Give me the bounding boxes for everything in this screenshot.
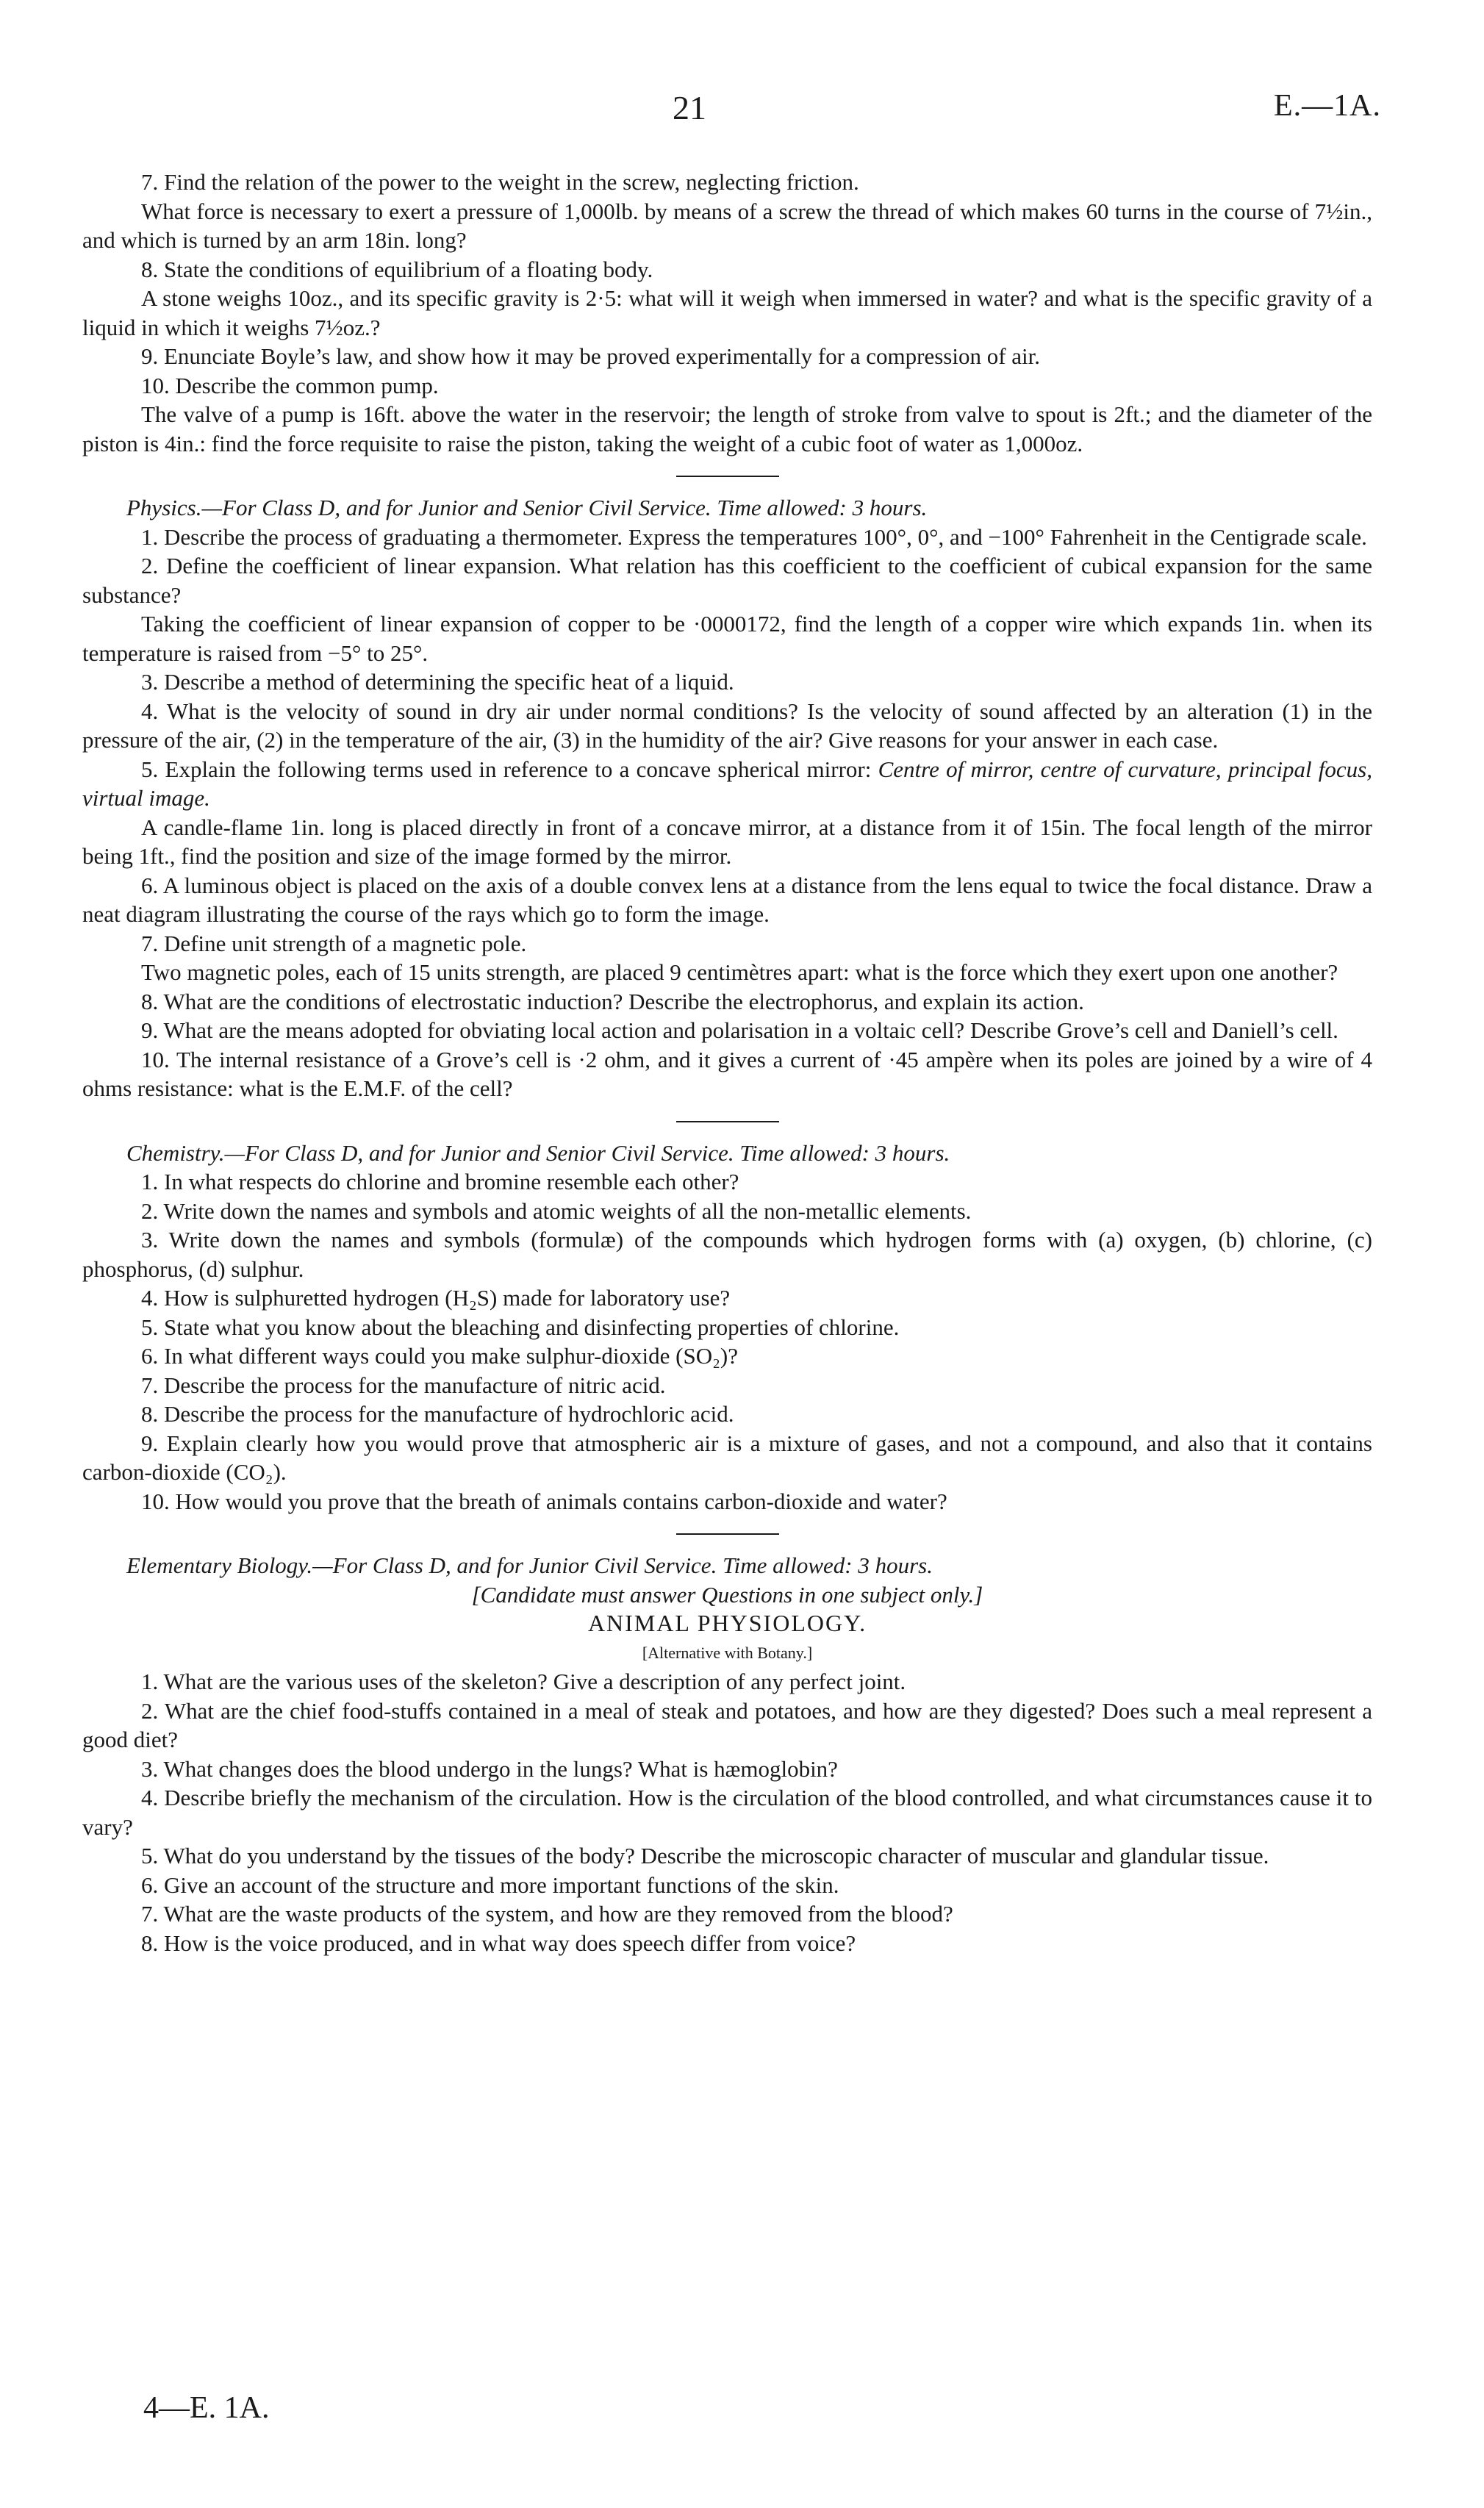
paragraph: 1. Describe the process of graduating a thermometer. Express the temperatures 100°, 0°, and −100° Fahrenheit in the Centigrade scale. [141,523,1367,550]
paragraph: 6. In what different ways could you make sulphur-dioxide (SO₂)? [141,1343,738,1369]
alternative-note: [Alternative with Botany.] [642,1643,813,1662]
paragraph: 8. Describe the process for the manufacture of hydrochloric acid. [141,1401,734,1427]
paragraph [82,755,1372,813]
paragraph: 4. Describe briefly the mechanism of the circulation. How is the circulation of the blood controlled, and what circumstances cause it to vary? [82,1785,1372,1840]
paragraph: 6. Give an account of the structure and more important functions of the skin. [141,1871,839,1898]
section-heading: Physics.—For Class D, and for Junior and Senior Civil Service. Time allowed: 3 hours. [126,495,928,520]
section-chemistry [82,1139,1372,1516]
paragraph: 9. Explain clearly how you would prove that atmospheric air is a mixture of gases, and not a compound, and also that it contains carbon-dioxide (CO₂). [82,1430,1372,1485]
paragraph: 2. Define the coefficient of linear expansion. What relation has this coefficient to the coefficient of cubical expansion for the same substance? [82,553,1372,608]
paragraph: A candle-flame 1in. long is placed directly in front of a concave mirror, at a distance from it of 15in. The focal length of the mirror being 1ft., find the position and size of the image formed by the mirror. [82,814,1372,869]
paragraph: 1. In what respects do chlorine and bromine resemble each other? [141,1169,739,1194]
subject-title: ANIMAL PHYSIOLOGY. [587,1610,867,1636]
section-divider [676,1121,779,1122]
paragraph: 4. What is the velocity of sound in dry air under normal conditions? Is the velocity of sound affected by an alteration (1) in the pressure of the air, (2) in the temperature of the air, (3) in the humidity of the air? Give reasons for your answer in each case. [82,698,1372,753]
paragraph: 7. Describe the process for the manufacture of nitric acid. [141,1372,666,1398]
page-body [82,168,1372,1957]
page-header [0,88,1484,140]
section-heading: Elementary Biology.—For Class D, and for Junior Civil Service. Time allowed: 3 hours. [126,1552,933,1578]
paragraph: 6. A luminous object is placed on the axis of a double convex lens at a distance from the lens equal to twice the focal distance. Draw a neat diagram illustrating the course of the rays which go to form the image. [82,872,1372,927]
candidate-note: [Candidate must answer Questions in one subject only.] [471,1581,983,1608]
paragraph: 10. Describe the common pump. [141,372,439,398]
paragraph: 1. What are the various uses of the skeleton? Give a description of any perfect joint. [141,1669,906,1694]
paragraph: 8. State the conditions of equilibrium of a floating body. [141,256,653,282]
section-heading: Chemistry.—For Class D, and for Junior and Senior Civil Service. Time allowed: 3 hours. [126,1139,950,1166]
section-biology [82,1551,1372,1957]
section-physics [82,493,1372,1103]
section-divider [676,476,779,477]
question-text: 5. Explain the following terms used in reference to a concave spherical mirror: [141,756,872,782]
section-mechanics [82,168,1372,458]
paragraph: Taking the coefficient of linear expansion of copper to be ·0000172, find the length of a copper wire which expands 1in. when its temperature is raised from −5° to 25°. [82,611,1372,666]
paragraph: 4. How is sulphuretted hydrogen (H₂S) made for laboratory use? [141,1285,731,1311]
paragraph: 3. What changes does the blood undergo in the lungs? What is hæmoglobin? [141,1755,838,1782]
paragraph: 5. State what you know about the bleaching and disinfecting properties of chlorine. [141,1314,900,1340]
paragraph: 10. How would you prove that the breath of animals contains carbon-dioxide and water? [141,1488,947,1514]
paragraph: 9. What are the means adopted for obviating local action and polarisation in a voltaic cell? Describe Grove’s cell and Daniell’s cell. [141,1017,1338,1043]
paragraph: 8. How is the voice produced, and in what way does speech differ from voice? [141,1930,856,1956]
paragraph: 8. What are the conditions of electrostatic induction? Describe the electrophorus, and explain its action. [141,988,1084,1014]
paragraph: 2. What are the chief food-stuffs contained in a meal of steak and potatoes, and how are they digested? Does such a meal represent a good diet? [82,1697,1372,1752]
paragraph: Two magnetic poles, each of 15 units strength, are placed 9 centimètres apart: what is the force which they exert upon one another? [141,959,1338,985]
paragraph: 3. Write down the names and symbols (formulæ) of the compounds which hydrogen forms with (a) oxygen, (b) chlorine, (c) phosphorus, (d) sulphur. [82,1227,1372,1282]
paragraph: A stone weighs 10oz., and its specific gravity is 2·5: what will it weigh when immersed in water? and what is the specific gravity of a liquid in which it weighs 7½oz.? [82,285,1372,340]
paragraph: 9. Enunciate Boyle’s law, and show how it may be proved experimentally for a compression of air. [141,343,1041,369]
paragraph: 10. The internal resistance of a Grove’s cell is ·2 ohm, and it gives a current of ·45 ampère when its poles are joined by a wire of 4 ohms resistance: what is the E.M.F. of the cell? [82,1046,1372,1101]
footer-signature-mark: 4—E. 1A. [143,2391,270,2425]
document-reference: E.—1A. [1274,89,1381,123]
italic-terms: Centre of mirror, centre of curvature, principal focus, virtual image. [82,756,1372,811]
paragraph: 5. What do you understand by the tissues of the body? Describe the microscopic character of muscular and glandular tissue. [141,1843,1269,1869]
section-divider [676,1533,779,1535]
page-number: 21 [673,89,706,126]
paragraph: 7. What are the waste products of the system, and how are they removed from the blood? [141,1901,953,1927]
paragraph: What force is necessary to exert a pressure of 1,000lb. by means of a screw the thread of which makes 60 turns in the course of 7½in., and which is turned by an arm 18in. long? [82,198,1372,253]
paragraph: 7. Find the relation of the power to the weight in the screw, neglecting friction. [141,169,859,195]
paragraph: 7. Define unit strength of a magnetic pole. [141,930,527,956]
paragraph: 2. Write down the names and symbols and atomic weights of all the non-metallic elements. [141,1197,972,1224]
paragraph: The valve of a pump is 16ft. above the water in the reservoir; the length of stroke from valve to spout is 2ft.; and the diameter of the piston is 4in.: find the force requisite to raise the piston, taking the weight of a cubic foot of water as 1,000oz. [82,401,1372,456]
paragraph: 3. Describe a method of determining the specific heat of a liquid. [141,669,734,695]
